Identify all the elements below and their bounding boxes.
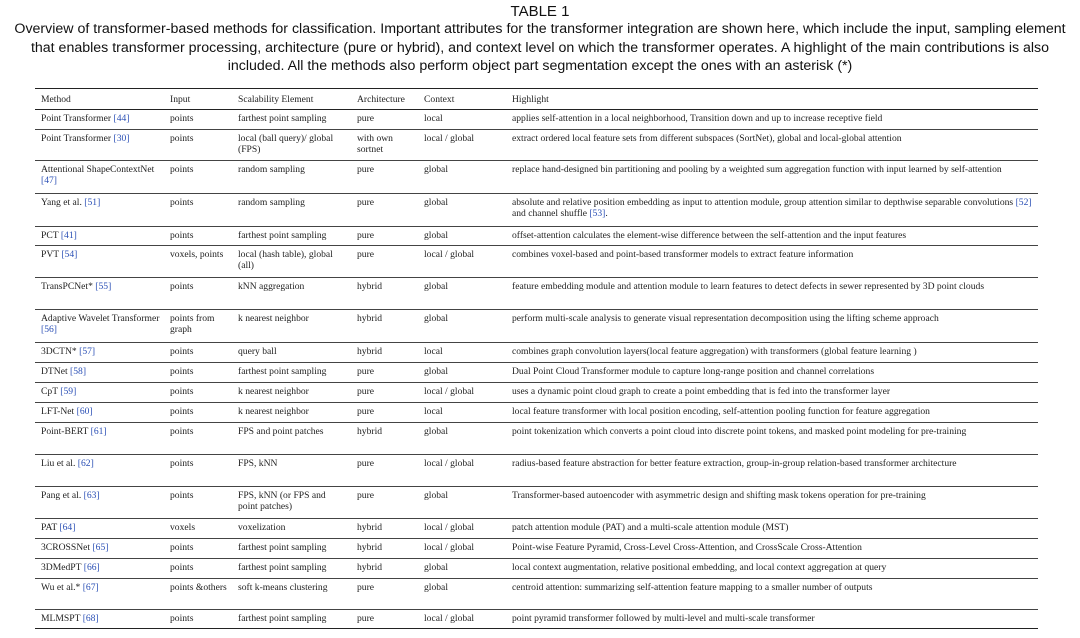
method-citation-link[interactable]: [57] (79, 346, 96, 358)
method-citation-link[interactable]: [41] (60, 230, 77, 242)
table-row (35, 403, 1038, 423)
method-name: 3DCTN* (41, 346, 77, 358)
cell-architecture: pure (351, 455, 418, 487)
cell-highlight: extract ordered local feature sets from different subspaces (SortNet), global and local-global attention (506, 130, 1038, 161)
method-citation-link[interactable]: [63] (83, 490, 100, 502)
cell-input: points (164, 194, 232, 227)
cell-architecture: pure (351, 363, 418, 383)
cell-scalability: soft k-means clustering (232, 579, 351, 610)
cell-highlight: local feature transformer with local position encoding, self-attention pooling function for feature aggregation (506, 403, 1038, 423)
method-name: Point Transformer (41, 113, 112, 125)
highlight-text: . (605, 208, 608, 220)
header-context: Context (418, 89, 506, 110)
cell-architecture: pure (351, 579, 418, 610)
cell-input: points (164, 559, 232, 579)
method-citation-link[interactable]: [44] (113, 113, 130, 125)
cell-highlight: replace hand-designed bin partitioning and pooling by a weighted sum aggregation function with input learned by self-attention (506, 161, 1038, 194)
method-name: Liu et al. (41, 458, 76, 470)
cell-highlight: point pyramid transformer followed by multi-level and multi-scale transformer (506, 610, 1038, 629)
method-citation-link[interactable]: [59] (60, 386, 77, 398)
header-input: Input (164, 89, 232, 110)
method-name: Adaptive Wavelet Transformer (41, 313, 160, 325)
method-name: 3CROSSNet (41, 542, 91, 554)
cell-highlight: Dual Point Cloud Transformer module to capture long-range position and channel correlations (506, 363, 1038, 383)
cell-context: global (418, 278, 506, 310)
cell-context: local / global (418, 519, 506, 539)
method-citation-link[interactable]: [51] (84, 197, 101, 209)
table-row (35, 559, 1038, 579)
cell-scalability: k nearest neighbor (232, 310, 351, 343)
method-citation-link[interactable]: [61] (90, 426, 107, 438)
cell-method (35, 383, 164, 403)
cell-method (35, 610, 164, 629)
cell-architecture: pure (351, 227, 418, 246)
cell-scalability: farthest point sampling (232, 610, 351, 629)
table-row (35, 310, 1038, 343)
method-name: PAT (41, 522, 58, 534)
table-caption-title: TABLE 1 (510, 3, 570, 20)
methods-table (35, 88, 1038, 629)
method-citation-link[interactable]: [64] (59, 522, 76, 534)
cell-scalability: local (hash table), global (all) (232, 246, 351, 278)
method-citation-link[interactable]: [58] (70, 366, 87, 378)
method-name: DTNet (41, 366, 68, 378)
cell-architecture: hybrid (351, 278, 418, 310)
cell-context: local / global (418, 539, 506, 559)
cell-scalability: local (ball query)/ global (FPS) (232, 130, 351, 161)
cell-context: global (418, 363, 506, 383)
header-scalability: Scalability Element (232, 89, 351, 110)
method-name: 3DMedPT (41, 562, 82, 574)
cell-highlight: point tokenization which converts a point cloud into discrete point tokens, and masked point modeling for pre-training (506, 423, 1038, 455)
cell-architecture: with own sortnet (351, 130, 418, 161)
cell-method (35, 455, 164, 487)
cell-scalability: farthest point sampling (232, 110, 351, 130)
highlight-citation-link[interactable]: [52] (1015, 197, 1032, 209)
cell-input: points (164, 487, 232, 519)
cell-method (35, 130, 164, 161)
cell-architecture: pure (351, 487, 418, 519)
method-citation-link[interactable]: [60] (76, 406, 93, 418)
cell-scalability: voxelization (232, 519, 351, 539)
table-row (35, 383, 1038, 403)
table-row (35, 423, 1038, 455)
table-row (35, 343, 1038, 363)
cell-architecture: hybrid (351, 519, 418, 539)
cell-highlight: local context augmentation, relative positional embedding, and local context aggregation at query (506, 559, 1038, 579)
cell-scalability: farthest point sampling (232, 539, 351, 559)
cell-architecture: pure (351, 383, 418, 403)
cell-highlight (506, 194, 1038, 227)
cell-architecture: pure (351, 246, 418, 278)
method-citation-link[interactable]: [65] (92, 542, 109, 554)
cell-highlight: Transformer-based autoencoder with asymmetric design and shifting mask tokens operation for pre-training (506, 487, 1038, 519)
cell-input: points (164, 227, 232, 246)
method-name: Attentional ShapeContextNet (41, 164, 155, 176)
cell-method (35, 363, 164, 383)
cell-method (35, 519, 164, 539)
cell-method (35, 246, 164, 278)
method-citation-link[interactable]: [30] (113, 133, 130, 145)
cell-highlight: patch attention module (PAT) and a multi-scale attention module (MST) (506, 519, 1038, 539)
cell-architecture: hybrid (351, 343, 418, 363)
method-citation-link[interactable]: [55] (95, 281, 112, 293)
cell-input: voxels, points (164, 246, 232, 278)
cell-context: local (418, 343, 506, 363)
cell-highlight: radius-based feature abstraction for better feature extraction, group-in-group relation-based transformer architecture (506, 455, 1038, 487)
cell-scalability: query ball (232, 343, 351, 363)
method-name: Point Transformer (41, 133, 112, 145)
cell-highlight: perform multi-scale analysis to generate visual representation decomposition using the lifting scheme approach (506, 310, 1038, 343)
cell-method (35, 161, 164, 194)
table-row (35, 278, 1038, 310)
method-name: CpT (41, 386, 58, 398)
table-row (35, 610, 1038, 629)
cell-scalability: k nearest neighbor (232, 403, 351, 423)
cell-scalability: farthest point sampling (232, 363, 351, 383)
cell-method (35, 487, 164, 519)
cell-input: points from graph (164, 310, 232, 343)
cell-context: global (418, 423, 506, 455)
cell-architecture: hybrid (351, 539, 418, 559)
method-name: LFT-Net (41, 406, 75, 418)
header-method: Method (35, 89, 164, 110)
table-row (35, 539, 1038, 559)
cell-input: voxels (164, 519, 232, 539)
cell-context: global (418, 161, 506, 194)
cell-scalability: FPS, kNN (or FPS and point patches) (232, 487, 351, 519)
method-citation-link[interactable]: [56] (41, 324, 57, 336)
cell-method (35, 423, 164, 455)
highlight-citation-link[interactable]: [53] (589, 208, 606, 220)
method-name: Point-BERT (41, 426, 89, 438)
cell-context: local / global (418, 246, 506, 278)
cell-highlight: uses a dynamic point cloud graph to create a point embedding that is fed into the transformer layer (506, 383, 1038, 403)
table-row (35, 246, 1038, 278)
table-row (35, 161, 1038, 194)
cell-context: global (418, 579, 506, 610)
cell-context: global (418, 487, 506, 519)
cell-method (35, 559, 164, 579)
cell-architecture: pure (351, 110, 418, 130)
cell-architecture: hybrid (351, 310, 418, 343)
cell-context: local (418, 110, 506, 130)
cell-architecture: hybrid (351, 559, 418, 579)
cell-scalability: farthest point sampling (232, 227, 351, 246)
cell-highlight: combines voxel-based and point-based transformer models to extract feature information (506, 246, 1038, 278)
cell-input: points (164, 110, 232, 130)
table-body (35, 110, 1038, 629)
cell-highlight: centroid attention: summarizing self-attention feature mapping to a smaller number of outputs (506, 579, 1038, 610)
cell-architecture: pure (351, 403, 418, 423)
cell-input: points (164, 278, 232, 310)
cell-context: local / global (418, 130, 506, 161)
method-name: PVT (41, 249, 59, 261)
method-citation-link[interactable]: [54] (61, 249, 78, 261)
cell-input: points (164, 455, 232, 487)
cell-input: points (164, 539, 232, 559)
method-name: Pang et al. (41, 490, 82, 502)
cell-input: points (164, 363, 232, 383)
cell-highlight: feature embedding module and attention module to learn features to detect defects in sewer represented by 3D point clouds (506, 278, 1038, 310)
cell-highlight: Point-wise Feature Pyramid, Cross-Level Cross-Attention, and CrossScale Cross-Attention (506, 539, 1038, 559)
method-citation-link[interactable]: [67] (82, 582, 99, 594)
cell-input: points (164, 130, 232, 161)
cell-method (35, 227, 164, 246)
table-header-row (35, 89, 1038, 110)
cell-method (35, 110, 164, 130)
method-name: PCT (41, 230, 59, 242)
cell-input: points (164, 161, 232, 194)
cell-architecture: pure (351, 194, 418, 227)
cell-context: local (418, 403, 506, 423)
table-row (35, 227, 1038, 246)
cell-highlight: applies self-attention in a local neighborhood, Transition down and up to increase receptive field (506, 110, 1038, 130)
cell-context: global (418, 194, 506, 227)
cell-architecture: pure (351, 161, 418, 194)
cell-input: points (164, 423, 232, 455)
method-citation-link[interactable]: [47] (41, 175, 57, 187)
header-architecture: Architecture (351, 89, 418, 110)
highlight-text: absolute and relative position embedding as input to attention module, group attention similar to depthwise separable convolutions (512, 197, 1016, 209)
table-row (35, 487, 1038, 519)
cell-scalability: farthest point sampling (232, 559, 351, 579)
method-name: TransPCNet* (41, 281, 93, 293)
cell-scalability: FPS, kNN (232, 455, 351, 487)
table-row (35, 110, 1038, 130)
cell-method (35, 403, 164, 423)
cell-context: global (418, 559, 506, 579)
header-highlight: Highlight (506, 89, 1038, 110)
method-name: Yang et al. (41, 197, 82, 209)
table-row (35, 130, 1038, 161)
cell-context: global (418, 310, 506, 343)
method-name: Wu et al.* (41, 582, 81, 594)
cell-method (35, 343, 164, 363)
method-name: MLMSPT (41, 613, 81, 625)
cell-architecture: hybrid (351, 423, 418, 455)
cell-context: local / global (418, 610, 506, 629)
cell-method (35, 310, 164, 343)
table-row (35, 455, 1038, 487)
cell-scalability: random sampling (232, 194, 351, 227)
cell-input: points (164, 343, 232, 363)
cell-method (35, 539, 164, 559)
cell-method (35, 579, 164, 610)
cell-scalability: k nearest neighbor (232, 383, 351, 403)
table-row (35, 579, 1038, 610)
method-citation-link[interactable]: [68] (82, 613, 99, 625)
cell-scalability: kNN aggregation (232, 278, 351, 310)
cell-method (35, 278, 164, 310)
cell-context: local / global (418, 383, 506, 403)
cell-input: points (164, 383, 232, 403)
cell-method (35, 194, 164, 227)
table-caption-text: Overview of transformer-based methods for classification. Important attributes for the transformer integration are shown here, which include the input, sampling element that enables transformer processing, architecture (pure or hybrid), and context level on which the transformer operates. A highlight of the main contributions is also included. All the methods also perform object part segmentation except the ones with an asterisk (*) (14, 21, 1066, 74)
cell-input: points (164, 403, 232, 423)
table-row (35, 363, 1038, 383)
cell-scalability: FPS and point patches (232, 423, 351, 455)
method-citation-link[interactable]: [62] (77, 458, 94, 470)
cell-input: points &others (164, 579, 232, 610)
method-citation-link[interactable]: [66] (83, 562, 100, 574)
cell-architecture: pure (351, 610, 418, 629)
cell-highlight: offset-attention calculates the element-wise difference between the self-attention and the input features (506, 227, 1038, 246)
cell-scalability: random sampling (232, 161, 351, 194)
highlight-text: and channel shuffle (512, 197, 1034, 220)
cell-context: global (418, 227, 506, 246)
cell-input: points (164, 610, 232, 629)
table-row (35, 519, 1038, 539)
cell-context: local / global (418, 455, 506, 487)
cell-highlight: combines graph convolution layers(local feature aggregation) with transformers (global feature learning ) (506, 343, 1038, 363)
table-row (35, 194, 1038, 227)
